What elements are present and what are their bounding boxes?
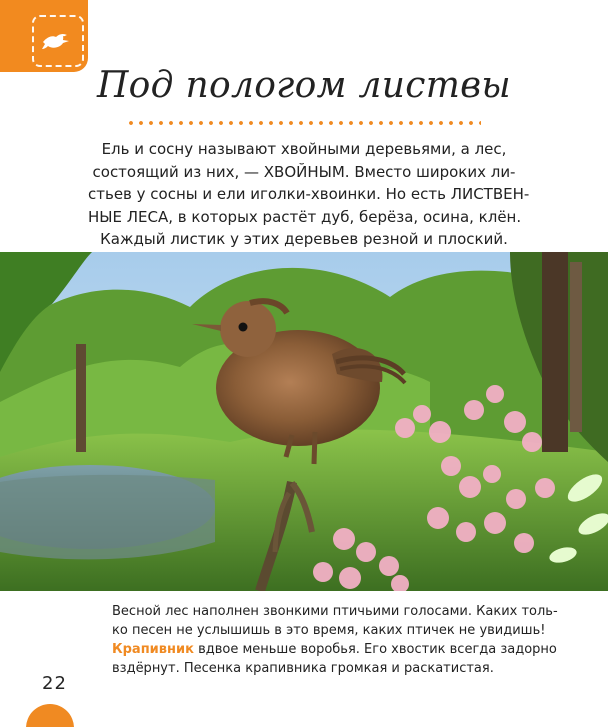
orange-corner-marker — [26, 704, 74, 727]
caption-line-with-highlight — [112, 640, 557, 659]
wren-highlight: Крапивник — [112, 642, 194, 657]
intro-line: Каждый листик у этих деревьев резной и плоский. — [100, 230, 508, 248]
caption-line-rest: вдвое меньше воробья. Его хвостик всегда задорно — [193, 642, 557, 657]
caption-line: Весной лес наполнен звонкими птичьими голосами. Каких толь- — [112, 604, 558, 619]
intro-paragraph — [88, 138, 530, 251]
forest-photo — [0, 252, 608, 591]
page-number: 22 — [42, 673, 67, 694]
intro-line: состоящий из них, — ХВОЙНЫМ. Вместо широких ли- — [92, 162, 516, 181]
photo-caption — [112, 602, 558, 678]
bookmark-tab — [0, 0, 88, 72]
caption-line: вздёрнут. Песенка крапивника громкая и раскатистая. — [112, 661, 494, 676]
forest-scene-image — [0, 252, 608, 591]
bird-icon — [41, 29, 71, 51]
title-dotted-divider — [126, 120, 481, 126]
intro-line: Ель и сосну называют хвойными деревьями, а лес, — [101, 140, 507, 158]
intro-line: НЫЕ ЛЕСА, в которых растёт дуб, берёза, осина, клён. — [88, 207, 522, 226]
intro-line: стьев у сосны и ели иголки-хвоинки. Но есть ЛИСТВЕН- — [88, 185, 530, 203]
caption-line: ко песен не услышишь в это время, каких птичек не увидишь! — [112, 623, 546, 638]
page-title: Под пологом листвы — [96, 65, 512, 106]
